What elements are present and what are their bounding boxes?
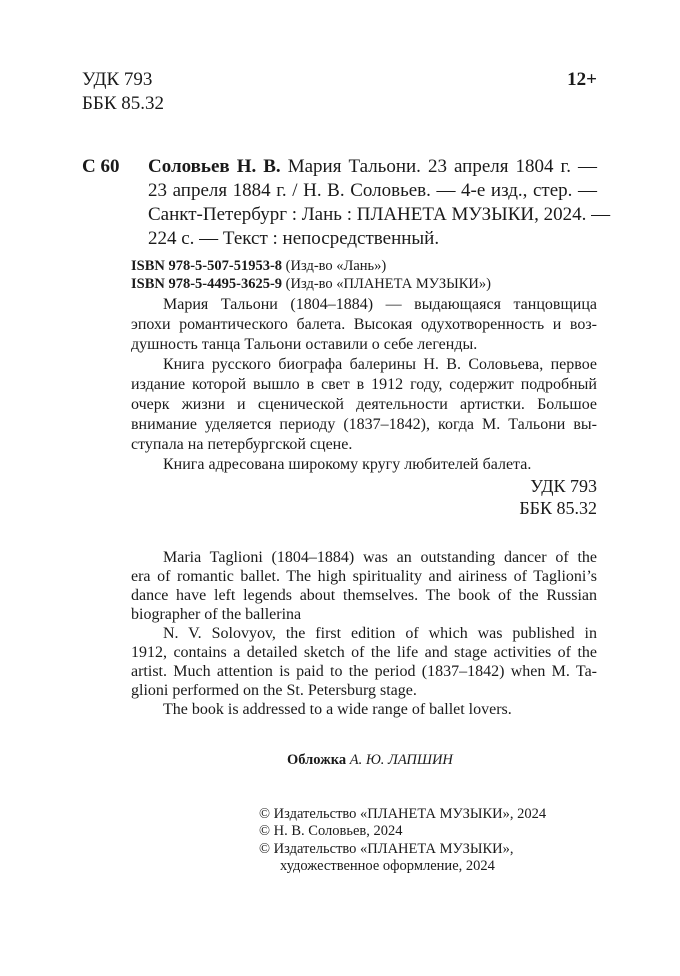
abstract-line: The book is addressed to a wide range of ballet lovers. xyxy=(163,701,512,718)
abstract-line: ступала на петербургской сцене. xyxy=(131,436,353,453)
copyright-line: © Н. В. Соловьев, 2024 xyxy=(259,823,403,839)
cover-credit xyxy=(287,751,453,769)
record-line: Санкт-Петербург : Лань : ПЛАНЕТА МУЗЫКИ, 2024. — xyxy=(148,204,611,225)
record-line: 23 апреля 1884 г. / Н. В. Соловьев. — 4-е изд., стер. — xyxy=(148,180,597,201)
cover-artist: А. Ю. ЛАПШИН xyxy=(349,752,453,768)
abstract-line: внимание уделяется периоду (1837–1842), когда М. Тальони вы- xyxy=(131,416,597,433)
abstract-line: эпохи романтического балета. Высокая одухотворенность и воз- xyxy=(131,316,597,333)
isbn-line xyxy=(131,275,491,293)
cover-label: Обложка xyxy=(287,752,347,768)
copyright-line: художественное оформление, 2024 xyxy=(280,858,495,874)
isbn-number: ISBN 978-5-4495-3625-9 xyxy=(131,276,283,292)
udk-code: УДК 793 xyxy=(82,69,153,90)
isbn-number: ISBN 978-5-507-51953-8 xyxy=(131,258,283,274)
abstract-line: очерк жизни и сценической деятельности артистки. Большое xyxy=(131,396,597,413)
abstract-line: N. V. Solovyov, the first edition of which was published in xyxy=(163,625,597,642)
abstract-line: biographer of the ballerina xyxy=(131,606,302,623)
author-name: Соловьев Н. В. xyxy=(148,156,281,177)
record-text: Мария Тальони. 23 апреля 1804 г. — xyxy=(287,156,597,177)
record-line: 224 с. — Текст : непосредственный. xyxy=(148,228,440,249)
abstract-line: Мария Тальони (1804–1884) — выдающаяся танцовщица xyxy=(163,296,597,313)
abstract-line: dance have left legends about themselves. The book of the Russian xyxy=(131,587,597,604)
abstract-line: Книга русского биографа балерины Н. В. Соловьева, первое xyxy=(163,356,597,373)
age-rating: 12+ xyxy=(567,69,597,90)
abstract-line: душность танца Тальони оставили о себе легенды. xyxy=(131,336,478,353)
abstract-line: era of romantic ballet. The high spirituality and airiness of Taglioni’s xyxy=(131,568,597,585)
abstract-udk: УДК 793 xyxy=(530,476,597,496)
abstract-line: издание которой вышло в свет в 1912 году, содержит подробный xyxy=(131,376,597,393)
abstract-line: Maria Taglioni (1804–1884) was an outstanding dancer of the xyxy=(163,549,597,566)
author-sign: С 60 xyxy=(82,156,120,177)
copyright-line: © Издательство «ПЛАНЕТА МУЗЫКИ», xyxy=(259,841,514,857)
abstract-line: 1912, contains a detailed sketch of the life and stage activities of the xyxy=(131,644,597,661)
abstract-bbk: ББК 85.32 xyxy=(519,498,597,518)
isbn-publisher: (Изд-во «ПЛАНЕТА МУЗЫКИ») xyxy=(285,276,491,292)
isbn-line xyxy=(131,257,386,275)
record-line xyxy=(148,155,597,179)
abstract-line: glioni performed on the St. Petersburg stage. xyxy=(131,682,417,699)
abstract-line: artist. Much attention is paid to the period (1837–1842) when M. Ta- xyxy=(131,663,597,680)
bbk-code: ББК 85.32 xyxy=(82,93,164,114)
abstract-line: Книга адресована широкому кругу любителей балета. xyxy=(163,456,532,473)
copyright-line: © Издательство «ПЛАНЕТА МУЗЫКИ», 2024 xyxy=(259,806,547,822)
isbn-publisher: (Изд-во «Лань») xyxy=(285,258,387,274)
